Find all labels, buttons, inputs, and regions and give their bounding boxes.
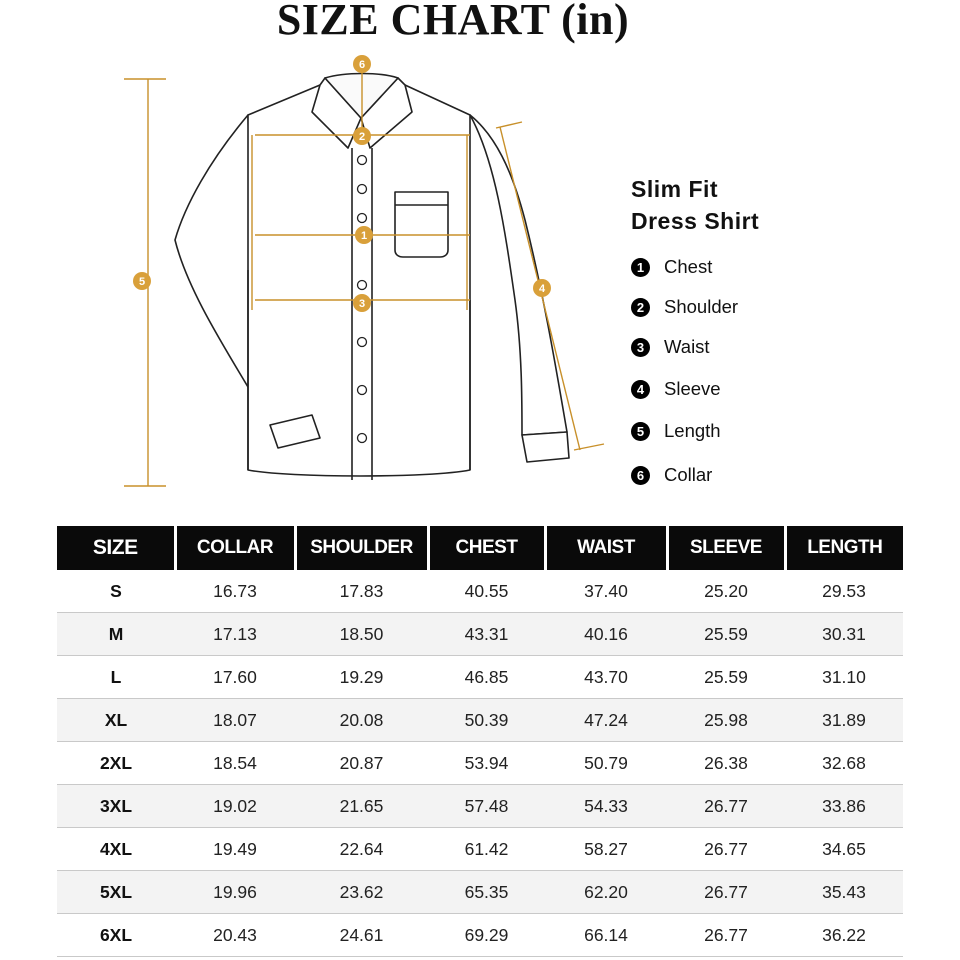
sleeve-cell: 25.20	[667, 570, 785, 613]
marker-waist	[353, 294, 371, 312]
chest-cell: 57.48	[428, 785, 545, 828]
length-cell: 36.22	[785, 914, 903, 957]
product-name	[631, 173, 759, 237]
legend-label: Collar	[664, 464, 713, 485]
legend-number: 1	[631, 258, 650, 277]
size-cell: 4XL	[57, 828, 175, 871]
waist-cell: 66.14	[545, 914, 667, 957]
size-cell: XL	[57, 699, 175, 742]
svg-text:4: 4	[538, 283, 546, 295]
column-header-size: SIZE	[57, 526, 175, 570]
legend-label: Shoulder	[664, 296, 739, 317]
marker-shoulder	[353, 127, 371, 145]
page-title: SIZE CHART (in)	[276, 0, 630, 44]
size-cell: L	[57, 656, 175, 699]
legend-number: 2	[631, 298, 650, 317]
legend-number: 6	[631, 466, 650, 485]
shoulder-cell: 19.29	[295, 656, 428, 699]
collar-cell: 18.54	[175, 742, 295, 785]
table-row	[57, 656, 903, 699]
sleeve-cell: 26.77	[667, 785, 785, 828]
marker-sleeve	[533, 279, 551, 297]
table-row	[57, 742, 903, 785]
table-row	[57, 914, 903, 957]
shoulder-cell: 20.87	[295, 742, 428, 785]
column-header-waist: WAIST	[545, 526, 667, 570]
size-cell: S	[57, 570, 175, 613]
waist-cell: 54.33	[545, 785, 667, 828]
waist-cell: 58.27	[545, 828, 667, 871]
column-header-sleeve: SLEEVE	[667, 526, 785, 570]
collar-cell: 19.02	[175, 785, 295, 828]
shoulder-cell: 22.64	[295, 828, 428, 871]
length-cell: 33.86	[785, 785, 903, 828]
length-cell: 29.53	[785, 570, 903, 613]
svg-text:5: 5	[138, 276, 146, 288]
chest-cell: 53.94	[428, 742, 545, 785]
table-row	[57, 828, 903, 871]
collar-cell: 19.49	[175, 828, 295, 871]
size-cell: 5XL	[57, 871, 175, 914]
product-name-line-1: Slim Fit	[631, 176, 719, 202]
table-row	[57, 613, 903, 656]
size-cell: 6XL	[57, 914, 175, 957]
product-name-line-2: Dress Shirt	[631, 208, 760, 234]
shoulder-cell: 18.50	[295, 613, 428, 656]
legend-item-length	[631, 420, 721, 442]
marker-length	[133, 272, 151, 290]
shoulder-cell: 21.65	[295, 785, 428, 828]
svg-text:6: 6	[358, 59, 366, 71]
collar-cell: 20.43	[175, 914, 295, 957]
legend-item-sleeve	[631, 378, 721, 400]
svg-text:3: 3	[358, 298, 366, 310]
table-header-row	[57, 526, 903, 570]
legend-number: 4	[631, 380, 650, 399]
size-cell: 2XL	[57, 742, 175, 785]
legend-label: Chest	[664, 256, 713, 277]
legend-number: 3	[631, 338, 650, 357]
chest-cell: 69.29	[428, 914, 545, 957]
length-cell: 31.89	[785, 699, 903, 742]
chest-cell: 50.39	[428, 699, 545, 742]
table-row	[57, 699, 903, 742]
table-row	[57, 871, 903, 914]
legend-number: 5	[631, 422, 650, 441]
collar-cell: 19.96	[175, 871, 295, 914]
chest-cell: 43.31	[428, 613, 545, 656]
sleeve-cell: 25.98	[667, 699, 785, 742]
column-header-shoulder: SHOULDER	[295, 526, 428, 570]
legend-label: Waist	[664, 336, 710, 357]
waist-cell: 37.40	[545, 570, 667, 613]
collar-cell: 17.60	[175, 656, 295, 699]
chest-cell: 61.42	[428, 828, 545, 871]
waist-cell: 40.16	[545, 613, 667, 656]
svg-text:2: 2	[358, 131, 366, 143]
length-cell: 32.68	[785, 742, 903, 785]
column-header-length: LENGTH	[785, 526, 903, 570]
shoulder-cell: 24.61	[295, 914, 428, 957]
column-header-chest: CHEST	[428, 526, 545, 570]
size-cell: 3XL	[57, 785, 175, 828]
shoulder-cell: 17.83	[295, 570, 428, 613]
sleeve-cell: 26.77	[667, 871, 785, 914]
size-table	[57, 526, 903, 957]
shoulder-cell: 23.62	[295, 871, 428, 914]
legend-item-waist	[631, 336, 710, 358]
chest-cell: 46.85	[428, 656, 545, 699]
waist-cell: 50.79	[545, 742, 667, 785]
marker-collar	[353, 55, 371, 73]
shoulder-cell: 20.08	[295, 699, 428, 742]
size-cell: M	[57, 613, 175, 656]
table-row	[57, 785, 903, 828]
collar-cell: 18.07	[175, 699, 295, 742]
length-cell: 34.65	[785, 828, 903, 871]
collar-cell: 17.13	[175, 613, 295, 656]
sleeve-cell: 26.38	[667, 742, 785, 785]
length-cell: 35.43	[785, 871, 903, 914]
legend-item-chest	[631, 256, 712, 278]
marker-chest	[355, 226, 373, 244]
collar-cell: 16.73	[175, 570, 295, 613]
column-header-collar: COLLAR	[175, 526, 295, 570]
table-row	[57, 570, 903, 613]
waist-cell: 43.70	[545, 656, 667, 699]
sleeve-cell: 26.77	[667, 914, 785, 957]
length-cell: 30.31	[785, 613, 903, 656]
sleeve-cell: 26.77	[667, 828, 785, 871]
chest-cell: 40.55	[428, 570, 545, 613]
svg-text:1: 1	[360, 230, 368, 242]
legend-item-shoulder	[631, 296, 738, 318]
sleeve-cell: 25.59	[667, 613, 785, 656]
length-cell: 31.10	[785, 656, 903, 699]
sleeve-cell: 25.59	[667, 656, 785, 699]
waist-cell: 47.24	[545, 699, 667, 742]
waist-cell: 62.20	[545, 871, 667, 914]
legend-item-collar	[631, 464, 712, 486]
legend-label: Length	[664, 420, 721, 441]
legend-label: Sleeve	[664, 378, 721, 399]
chest-cell: 65.35	[428, 871, 545, 914]
